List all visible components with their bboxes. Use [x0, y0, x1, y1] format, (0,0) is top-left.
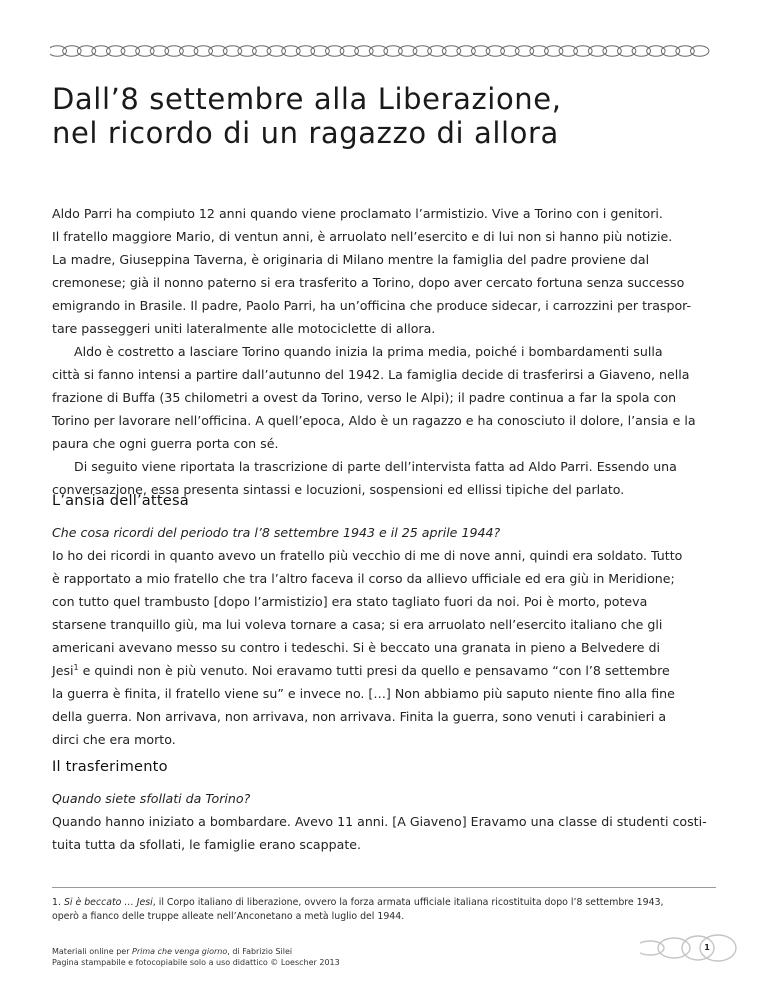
footnote-line-1: [52, 896, 716, 910]
chain-link: [588, 46, 606, 56]
chain-link: [92, 46, 110, 56]
section-ansia-text: [52, 521, 720, 751]
footnote-ref[interactable]: 1: [73, 662, 79, 672]
chain-link: [691, 46, 709, 56]
answer-line: della guerra. Non arrivava, non arrivava, non arrivava. Finita la guerra, sono venuti i carabinieri a: [52, 709, 667, 724]
section-trasferimento-text: [52, 787, 720, 856]
answer-line: con tutto quel trambusto [dopo l’armistizio] era stato tagliato fuori da noi. Poi è morto, poteva: [52, 594, 648, 609]
chain-link: [209, 46, 227, 56]
intro-line: città si fanno intensi a partire dall’autunno del 1942. La famiglia decide di trasferirsi a Giaveno, nella: [52, 367, 690, 382]
interview-question: Che cosa ricordi del periodo tra l’8 settembre 1943 e il 25 aprile 1944?: [52, 525, 501, 540]
chain-link: [180, 46, 198, 56]
interview-question: Quando siete sfollati da Torino?: [52, 791, 251, 806]
chain-link: [194, 46, 212, 56]
chain-link: [267, 46, 285, 56]
answer-line: la guerra è finita, il fratello viene su” e invece no. […] Non abbiamo più saputo niente fino alla fine: [52, 686, 675, 701]
footer-line-2: Pagina stampabile e fotocopiabile solo a uso didattico © Loescher 2013: [52, 958, 340, 967]
footnote-term: Si è beccato … Jesi: [63, 897, 153, 908]
intro-line: La madre, Giuseppina Taverna, è originaria di Milano mentre la famiglia del padre proviene dal: [52, 252, 650, 267]
chain-link: [530, 46, 548, 56]
chain-ornament-footer: [640, 930, 740, 966]
chain-link: [296, 46, 314, 56]
chain-link: [486, 46, 504, 56]
title-line-2: nel ricordo di un ragazzo di allora: [52, 116, 559, 150]
chain-link: [107, 46, 125, 56]
intro-line: Aldo Parri ha compiuto 12 anni quando viene proclamato l’armistizio. Vive a Torino con i genitori.: [52, 206, 663, 221]
chain-link: [574, 46, 592, 56]
footnote-text-1: , il Corpo italiano di liberazione, ovvero la forza armata ufficiale italiana ricostituita dopo l’8 settembre 1943,: [152, 897, 664, 908]
chain-link: [384, 46, 402, 56]
chain-link: [238, 46, 256, 56]
intro-line: tare passeggeri uniti lateralmente alle motociclette di allora.: [52, 321, 436, 336]
intro-line: Aldo è costretto a lasciare Torino quando inizia la prima media, poiché i bombardamenti sulla: [74, 344, 663, 359]
answer-line: Quando hanno iniziato a bombardare. Avevo 11 anni. [A Giaveno] Eravamo una classe di studenti costi-: [52, 814, 707, 829]
chain-link: [77, 46, 95, 56]
chain-ornament-top: [50, 42, 718, 60]
section-heading-trasferimento: Il trasferimento: [52, 758, 168, 775]
chain-link: [223, 46, 241, 56]
chain-link: [63, 46, 81, 56]
chain-link: [676, 46, 694, 56]
chain-link: [618, 46, 636, 56]
answer-line-rest: e quindi non è più venuto. Noi eravamo tutti presi da quello e pensavamo “con l’8 settembre: [78, 663, 670, 678]
intro-line: frazione di Buffa (35 chilometri a ovest da Torino, verso le Alpi); il padre continua a far la spola con: [52, 390, 677, 405]
chain-link: [150, 46, 168, 56]
chain-link: [501, 46, 519, 56]
title-line-1: Dall’8 settembre alla Liberazione,: [52, 82, 562, 116]
section-heading-ansia: L’ansia dell’attesa: [52, 492, 189, 509]
footnote-number: 1.: [52, 897, 61, 908]
chain-link: [253, 46, 271, 56]
footnote: [52, 896, 716, 924]
chain-link: [282, 46, 300, 56]
chain-link: [165, 46, 183, 56]
answer-line: americani avevano messo su contro i tedeschi. Si è beccato una granata in pieno a Belvedere di: [52, 640, 661, 655]
chain-link: [121, 46, 139, 56]
chain-link: [545, 46, 563, 56]
footnote-divider: [52, 887, 716, 888]
chain-link: [515, 46, 533, 56]
chain-link: [559, 46, 577, 56]
chain-link: [661, 46, 679, 56]
footer-book-title: Prima che venga giorno: [132, 947, 228, 956]
intro-text: [52, 202, 720, 501]
page-title: [52, 82, 712, 150]
footer-line-1: [52, 946, 512, 957]
answer-line: starsene tranquillo giù, ma lui voleva tornare a casa; si era arruolato nell’esercito italiano che gli: [52, 617, 663, 632]
chain-link: [355, 46, 373, 56]
chain-link: [413, 46, 431, 56]
chain-link: [326, 46, 344, 56]
answer-line: [52, 659, 720, 682]
footnote-text-2: operò a fianco delle truppe alleate nell’Anconetano a metà luglio del 1944.: [52, 911, 405, 922]
chain-link: [369, 46, 387, 56]
page-number: 1: [704, 943, 710, 952]
chain-link: [399, 46, 417, 56]
intro-line: cremonese; già il nonno paterno si era trasferito a Torino, dopo aver cercato fortuna senza successo: [52, 275, 685, 290]
chain-link: [442, 46, 460, 56]
chain-link: [472, 46, 490, 56]
answer-line: tuita tutta da sfollati, le famiglie erano scappate.: [52, 837, 362, 852]
footer-author: , di Fabrizio Silei: [227, 947, 293, 956]
chain-link: [428, 46, 446, 56]
page-footer: [52, 946, 512, 968]
chain-link: [647, 46, 665, 56]
intro-line: Di seguito viene riportata la trascrizione di parte dell’intervista fatta ad Aldo Parri. Essendo una: [74, 459, 677, 474]
chain-link: [603, 46, 621, 56]
answer-line: Io ho dei ricordi in quanto avevo un fratello più vecchio di me di nove anni, quindi era soldato. Tutto: [52, 548, 683, 563]
intro-line: Il fratello maggiore Mario, di ventun anni, è arruolato nell’esercito e di lui non si hanno più notizie.: [52, 229, 673, 244]
intro-line: Torino per lavorare nell’officina. A quell’epoca, Aldo è un ragazzo e ha conosciuto il dolore, l’ansia e la: [52, 413, 696, 428]
footer-prefix: Materiali online per: [52, 947, 133, 956]
chain-link: [50, 46, 67, 56]
chain-link: [632, 46, 650, 56]
answer-line: dirci che era morto.: [52, 732, 176, 747]
chain-link: [340, 46, 358, 56]
jesi-word: Jesi: [52, 663, 74, 678]
intro-line: conversazione, essa presenta sintassi e locuzioni, sospensioni ed ellissi tipiche del parlato.: [52, 482, 625, 497]
answer-line: è rapportato a mio fratello che tra l’altro faceva il corso da allievo ufficiale ed era giù in Meridione;: [52, 571, 675, 586]
chain-link: [311, 46, 329, 56]
chain-link: [136, 46, 154, 56]
intro-line: paura che ogni guerra porta con sé.: [52, 436, 279, 451]
chain-link: [457, 46, 475, 56]
intro-line: emigrando in Brasile. Il padre, Paolo Parri, ha un’officina che produce sidecar, i carrozzini per traspor-: [52, 298, 692, 313]
